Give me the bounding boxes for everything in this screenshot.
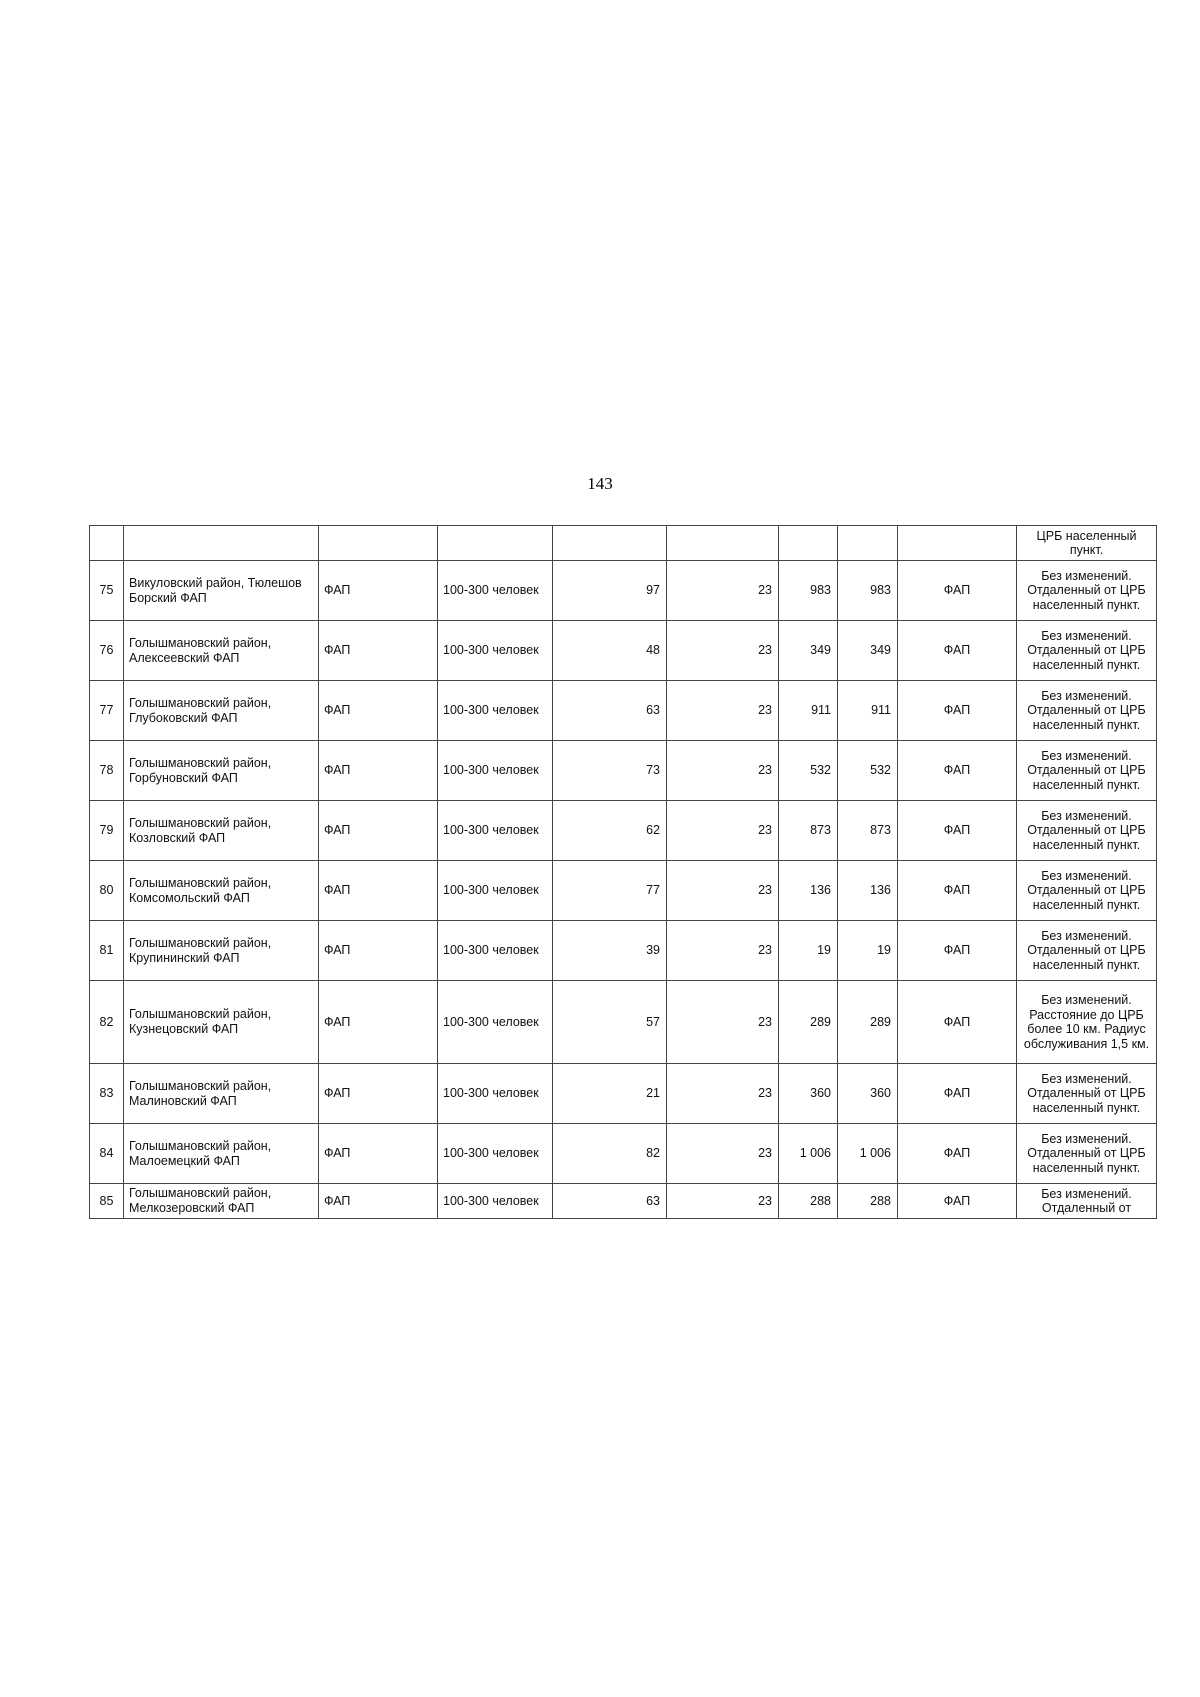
cell-capacity bbox=[438, 1184, 553, 1219]
cell-c8 bbox=[838, 621, 898, 681]
type-text: ФАП bbox=[324, 1146, 351, 1160]
capacity-text: 100-300 человек bbox=[443, 643, 539, 657]
cell-c5 bbox=[553, 1184, 667, 1219]
cell-name bbox=[124, 1184, 319, 1219]
cell-c6 bbox=[667, 801, 779, 861]
table-row-continued bbox=[90, 526, 1157, 561]
cell-c8 bbox=[838, 921, 898, 981]
table-row bbox=[90, 741, 1157, 801]
c8-text: 289 bbox=[870, 1014, 891, 1029]
note-text: Без изменений. Отдаленный от ЦРБ населенный пункт. bbox=[1027, 688, 1146, 732]
note-text: Без изменений. Отдаленный от ЦРБ населенный пункт. bbox=[1027, 1071, 1146, 1115]
name-text: Голышмановский район, Мелкозеровский ФАП bbox=[129, 1186, 272, 1215]
type-text: ФАП bbox=[324, 883, 351, 897]
type2-text: ФАП bbox=[943, 883, 971, 897]
c5-text: 48 bbox=[646, 643, 660, 657]
note-text: Без изменений. Расстояние до ЦРБ более 10 км. Радиус обслуживания 1,5 км. bbox=[1023, 993, 1150, 1051]
cell-type2 bbox=[898, 741, 1017, 801]
cell-note bbox=[1017, 861, 1157, 921]
cell-type bbox=[319, 1064, 438, 1124]
cell-type bbox=[319, 801, 438, 861]
c6-text: 23 bbox=[758, 1014, 772, 1029]
cell-c5 bbox=[553, 1124, 667, 1184]
cell-capacity bbox=[438, 741, 553, 801]
c7-text: 873 bbox=[810, 823, 831, 837]
table-body bbox=[90, 526, 1157, 1219]
cell-c7 bbox=[779, 681, 838, 741]
note-text: Без изменений. Отдаленный от bbox=[1041, 1186, 1132, 1215]
cell-name bbox=[124, 1064, 319, 1124]
cell-note bbox=[1017, 801, 1157, 861]
cell-c8 bbox=[838, 526, 898, 561]
cell-capacity bbox=[438, 526, 553, 561]
cell-c8 bbox=[838, 561, 898, 621]
c6-text: 23 bbox=[758, 883, 772, 897]
no-text: 78 bbox=[99, 763, 114, 777]
c7-text: 1 006 bbox=[799, 1146, 831, 1160]
c6-text: 23 bbox=[758, 823, 772, 837]
cell-c6 bbox=[667, 561, 779, 621]
c8-text: 1 006 bbox=[859, 1146, 891, 1160]
type-text: ФАП bbox=[324, 943, 351, 957]
capacity-text: 100-300 человек bbox=[443, 883, 539, 897]
cell-note bbox=[1017, 681, 1157, 741]
type-text: ФАП bbox=[324, 703, 351, 717]
capacity-text: 100-300 человек bbox=[443, 1146, 539, 1160]
capacity-text: 100-300 человек bbox=[443, 823, 539, 837]
type-text: ФАП bbox=[324, 643, 351, 657]
table-row bbox=[90, 1124, 1157, 1184]
cell-type bbox=[319, 681, 438, 741]
cell-capacity bbox=[438, 801, 553, 861]
table-row bbox=[90, 801, 1157, 861]
c7-text: 911 bbox=[811, 703, 831, 717]
c7-text: 289 bbox=[810, 1014, 831, 1029]
type-text: ФАП bbox=[324, 763, 351, 777]
cell-c5 bbox=[553, 1064, 667, 1124]
cell-name bbox=[124, 561, 319, 621]
table-row bbox=[90, 981, 1157, 1064]
c5-text: 77 bbox=[646, 883, 660, 897]
cell-c5 bbox=[553, 921, 667, 981]
c5-text: 62 bbox=[646, 823, 660, 837]
name-text: Голышмановский район, Крупининский ФАП bbox=[129, 935, 272, 965]
cell-c7 bbox=[779, 981, 838, 1064]
cell-name bbox=[124, 921, 319, 981]
cell-type2 bbox=[898, 861, 1017, 921]
c8-text: 136 bbox=[870, 883, 891, 897]
facilities-table bbox=[89, 525, 1157, 1219]
name-text: Викуловский район, Тюлешов Борский ФАП bbox=[129, 575, 302, 605]
capacity-text: 100-300 человек bbox=[443, 1086, 539, 1100]
cell-c7 bbox=[779, 561, 838, 621]
name-text: Голышмановский район, Малоемецкий ФАП bbox=[129, 1138, 272, 1168]
cell-c6 bbox=[667, 681, 779, 741]
no-text: 81 bbox=[99, 943, 114, 957]
cell-no bbox=[90, 621, 124, 681]
cell-note bbox=[1017, 561, 1157, 621]
cell-c8 bbox=[838, 981, 898, 1064]
c7-text: 136 bbox=[810, 883, 831, 897]
cell-no bbox=[90, 921, 124, 981]
cell-type bbox=[319, 1124, 438, 1184]
type-text: ФАП bbox=[324, 823, 351, 837]
cell-c8 bbox=[838, 861, 898, 921]
cell-no bbox=[90, 1064, 124, 1124]
c7-text: 360 bbox=[810, 1086, 831, 1100]
name-text: Голышмановский район, Алексеевский ФАП bbox=[129, 635, 272, 665]
cell-c8 bbox=[838, 801, 898, 861]
cell-c5 bbox=[553, 801, 667, 861]
cell-name bbox=[124, 981, 319, 1064]
c6-text: 23 bbox=[758, 1146, 772, 1160]
cell-note bbox=[1017, 1124, 1157, 1184]
cell-c8 bbox=[838, 1124, 898, 1184]
cell-c6 bbox=[667, 741, 779, 801]
cell-type2 bbox=[898, 801, 1017, 861]
cell-c6 bbox=[667, 1064, 779, 1124]
cell-no bbox=[90, 741, 124, 801]
note-text: Без изменений. Отдаленный от ЦРБ населенный пункт. bbox=[1027, 748, 1146, 792]
type2-text: ФАП bbox=[943, 823, 971, 837]
cell-c6 bbox=[667, 526, 779, 561]
type2-text: ФАП bbox=[943, 1014, 971, 1029]
cell-no bbox=[90, 801, 124, 861]
c5-text: 63 bbox=[646, 1193, 660, 1208]
cell-type bbox=[319, 861, 438, 921]
name-text: Голышмановский район, Кузнецовский ФАП bbox=[129, 1007, 272, 1036]
cell-type2 bbox=[898, 681, 1017, 741]
no-text: 77 bbox=[99, 703, 114, 717]
cell-name bbox=[124, 741, 319, 801]
c6-text: 23 bbox=[758, 1193, 772, 1208]
c5-text: 57 bbox=[646, 1014, 660, 1029]
name-text: Голышмановский район, Комсомольский ФАП bbox=[129, 875, 272, 905]
table-row bbox=[90, 1064, 1157, 1124]
table-row bbox=[90, 861, 1157, 921]
table-row bbox=[90, 921, 1157, 981]
cell-note bbox=[1017, 526, 1157, 561]
c6-text: 23 bbox=[758, 703, 772, 717]
cell-c5 bbox=[553, 621, 667, 681]
cell-c7 bbox=[779, 801, 838, 861]
capacity-text: 100-300 человек bbox=[443, 943, 539, 957]
cell-c6 bbox=[667, 921, 779, 981]
type2-text: ФАП bbox=[943, 1193, 971, 1208]
type2-text: ФАП bbox=[943, 943, 971, 957]
capacity-text: 100-300 человек bbox=[443, 1193, 539, 1208]
note-text: Без изменений. Отдаленный от ЦРБ населенный пункт. bbox=[1027, 868, 1146, 912]
c5-text: 63 bbox=[646, 703, 660, 717]
cell-c7 bbox=[779, 1064, 838, 1124]
type2-text: ФАП bbox=[943, 1146, 971, 1160]
cell-c5 bbox=[553, 681, 667, 741]
cell-c8 bbox=[838, 1064, 898, 1124]
cell-capacity bbox=[438, 561, 553, 621]
c6-text: 23 bbox=[758, 943, 772, 957]
cell-type bbox=[319, 526, 438, 561]
c5-text: 21 bbox=[646, 1086, 660, 1100]
cell-no bbox=[90, 1124, 124, 1184]
type2-text: ФАП bbox=[943, 703, 971, 717]
cell-c7 bbox=[779, 1184, 838, 1219]
cell-name bbox=[124, 681, 319, 741]
type2-text: ФАП bbox=[943, 643, 971, 657]
cell-type2 bbox=[898, 981, 1017, 1064]
c8-text: 911 bbox=[871, 703, 891, 717]
cell-c5 bbox=[553, 861, 667, 921]
c5-text: 39 bbox=[646, 943, 660, 957]
cell-no bbox=[90, 981, 124, 1064]
type2-text: ФАП bbox=[943, 763, 971, 777]
type-text: ФАП bbox=[324, 1086, 351, 1100]
c5-text: 73 bbox=[646, 763, 660, 777]
cell-note bbox=[1017, 1184, 1157, 1219]
c7-text: 19 bbox=[817, 943, 831, 957]
no-text: 75 bbox=[99, 583, 114, 597]
cell-c6 bbox=[667, 1124, 779, 1184]
cell-name bbox=[124, 1124, 319, 1184]
cell-capacity bbox=[438, 921, 553, 981]
c5-text: 82 bbox=[646, 1146, 660, 1160]
cell-c6 bbox=[667, 861, 779, 921]
cell-name bbox=[124, 861, 319, 921]
table-row bbox=[90, 561, 1157, 621]
cell-type bbox=[319, 741, 438, 801]
page-number: 143 bbox=[587, 474, 613, 493]
cell-capacity bbox=[438, 621, 553, 681]
name-text: Голышмановский район, Горбуновский ФАП bbox=[129, 755, 272, 785]
cell-c6 bbox=[667, 981, 779, 1064]
cell-type2 bbox=[898, 921, 1017, 981]
cell-note bbox=[1017, 1064, 1157, 1124]
cell-c7 bbox=[779, 621, 838, 681]
type-text: ФАП bbox=[324, 1014, 351, 1029]
capacity-text: 100-300 человек bbox=[443, 703, 539, 717]
c7-text: 983 bbox=[810, 583, 831, 597]
no-text: 84 bbox=[99, 1146, 114, 1160]
no-text: 80 bbox=[99, 883, 114, 897]
c6-text: 23 bbox=[758, 1086, 772, 1100]
cell-no bbox=[90, 861, 124, 921]
note-text: ЦРБ населенный пункт. bbox=[1036, 528, 1137, 557]
cell-type2 bbox=[898, 1184, 1017, 1219]
c6-text: 23 bbox=[758, 583, 772, 597]
no-text: 79 bbox=[99, 823, 114, 837]
cell-type bbox=[319, 621, 438, 681]
cell-no bbox=[90, 561, 124, 621]
cell-c7 bbox=[779, 861, 838, 921]
note-text: Без изменений. Отдаленный от ЦРБ населенный пункт. bbox=[1027, 568, 1146, 612]
no-text: 85 bbox=[99, 1193, 114, 1208]
cell-c5 bbox=[553, 526, 667, 561]
c8-text: 360 bbox=[870, 1086, 891, 1100]
c6-text: 23 bbox=[758, 763, 772, 777]
c6-text: 23 bbox=[758, 643, 772, 657]
cell-type2 bbox=[898, 621, 1017, 681]
cell-note bbox=[1017, 741, 1157, 801]
note-text: Без изменений. Отдаленный от ЦРБ населенный пункт. bbox=[1027, 628, 1146, 672]
c8-text: 288 bbox=[870, 1193, 891, 1208]
cell-no bbox=[90, 681, 124, 741]
cell-c7 bbox=[779, 921, 838, 981]
cell-note bbox=[1017, 621, 1157, 681]
cell-c8 bbox=[838, 741, 898, 801]
cell-type2 bbox=[898, 1124, 1017, 1184]
c8-text: 983 bbox=[870, 583, 891, 597]
cell-type bbox=[319, 561, 438, 621]
c8-text: 349 bbox=[870, 643, 891, 657]
type2-text: ФАП bbox=[943, 1086, 971, 1100]
cell-c5 bbox=[553, 981, 667, 1064]
note-text: Без изменений. Отдаленный от ЦРБ населенный пункт. bbox=[1027, 928, 1146, 972]
table-row bbox=[90, 621, 1157, 681]
note-text: Без изменений. Отдаленный от ЦРБ населенный пункт. bbox=[1027, 808, 1146, 852]
no-text: 82 bbox=[99, 1014, 114, 1029]
cell-capacity bbox=[438, 1064, 553, 1124]
table-row bbox=[90, 1184, 1157, 1219]
cell-c8 bbox=[838, 1184, 898, 1219]
cell-type bbox=[319, 1184, 438, 1219]
cell-c6 bbox=[667, 621, 779, 681]
cell-name bbox=[124, 526, 319, 561]
cell-c5 bbox=[553, 741, 667, 801]
cell-capacity bbox=[438, 681, 553, 741]
cell-type2 bbox=[898, 561, 1017, 621]
cell-note bbox=[1017, 981, 1157, 1064]
c8-text: 532 bbox=[870, 763, 891, 777]
capacity-text: 100-300 человек bbox=[443, 583, 539, 597]
no-text: 83 bbox=[99, 1086, 114, 1100]
name-text: Голышмановский район, Глубоковский ФАП bbox=[129, 695, 272, 725]
cell-c7 bbox=[779, 1124, 838, 1184]
cell-note bbox=[1017, 921, 1157, 981]
c8-text: 873 bbox=[870, 823, 891, 837]
no-text: 76 bbox=[99, 643, 114, 657]
cell-type bbox=[319, 921, 438, 981]
cell-type bbox=[319, 981, 438, 1064]
c8-text: 19 bbox=[877, 943, 891, 957]
cell-name bbox=[124, 621, 319, 681]
cell-capacity bbox=[438, 981, 553, 1064]
cell-name bbox=[124, 801, 319, 861]
cell-c7 bbox=[779, 741, 838, 801]
table-row bbox=[90, 681, 1157, 741]
c7-text: 288 bbox=[810, 1193, 831, 1208]
cell-c7 bbox=[779, 526, 838, 561]
cell-c6 bbox=[667, 1184, 779, 1219]
cell-capacity bbox=[438, 861, 553, 921]
name-text: Голышмановский район, Малиновский ФАП bbox=[129, 1078, 272, 1108]
cell-type2 bbox=[898, 526, 1017, 561]
cell-no bbox=[90, 526, 124, 561]
type2-text: ФАП bbox=[943, 583, 971, 597]
capacity-text: 100-300 человек bbox=[443, 1014, 539, 1029]
c7-text: 349 bbox=[810, 643, 831, 657]
c7-text: 532 bbox=[810, 763, 831, 777]
type-text: ФАП bbox=[324, 1193, 351, 1208]
cell-c5 bbox=[553, 561, 667, 621]
capacity-text: 100-300 человек bbox=[443, 763, 539, 777]
c5-text: 97 bbox=[646, 583, 660, 597]
note-text: Без изменений. Отдаленный от ЦРБ населенный пункт. bbox=[1027, 1131, 1146, 1175]
name-text: Голышмановский район, Козловский ФАП bbox=[129, 815, 272, 845]
cell-type2 bbox=[898, 1064, 1017, 1124]
cell-no bbox=[90, 1184, 124, 1219]
cell-capacity bbox=[438, 1124, 553, 1184]
cell-c8 bbox=[838, 681, 898, 741]
type-text: ФАП bbox=[324, 583, 351, 597]
